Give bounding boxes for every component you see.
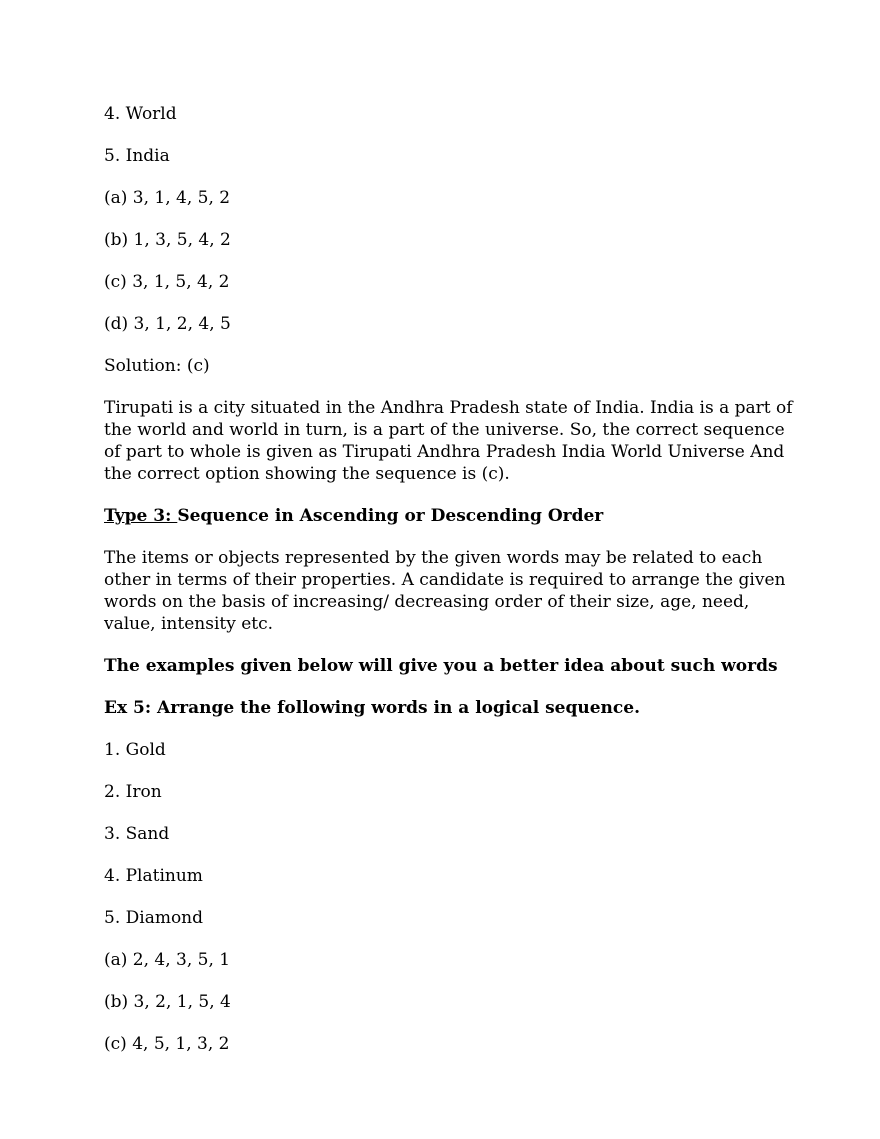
- type3-label: Type 3:: [104, 506, 178, 526]
- list-item: 5. India: [104, 146, 170, 166]
- explanation-paragraph: Tirupati is a city situated in the Andhra Pradesh state of India. India is a part of the world and world in turn, is a part of the universe. So, the correct sequence of part to whole is given as Tirupati Andhra Pradesh India World Universe And the correct option showing the sequence is (c).: [104, 398, 793, 484]
- list-item: 2. Iron: [104, 782, 162, 802]
- solution-line: Solution: (c): [104, 356, 210, 376]
- type3-description: The items or objects represented by the given words may be related to each other in terms of their properties. A candidate is required to arrange the given words on the basis of increasing/ decreasing order of their size, age, need, value, intensity etc.: [104, 548, 786, 634]
- list-item: 3. Sand: [104, 824, 170, 844]
- option-b: (b) 1, 3, 5, 4, 2: [104, 230, 231, 250]
- type3-title: Sequence in Ascending or Descending Order: [177, 506, 604, 526]
- list-item: 4. World: [104, 104, 177, 124]
- page-content: [104, 103, 794, 1075]
- list-item: 1. Gold: [104, 740, 166, 760]
- examples-intro: The examples given below will give you a better idea about such words: [104, 656, 778, 676]
- option-d: (d) 3, 1, 2, 4, 5: [104, 314, 231, 334]
- type3-heading: [104, 505, 794, 527]
- option-c: (c) 3, 1, 5, 4, 2: [104, 272, 230, 292]
- list-item: 4. Platinum: [104, 866, 203, 886]
- option-b: (b) 3, 2, 1, 5, 4: [104, 992, 231, 1012]
- option-a: (a) 3, 1, 4, 5, 2: [104, 188, 231, 208]
- list-item: 5. Diamond: [104, 908, 204, 928]
- example-heading: Ex 5: Arrange the following words in a logical sequence.: [104, 698, 640, 718]
- option-a: (a) 2, 4, 3, 5, 1: [104, 950, 231, 970]
- option-c: (c) 4, 5, 1, 3, 2: [104, 1034, 230, 1054]
